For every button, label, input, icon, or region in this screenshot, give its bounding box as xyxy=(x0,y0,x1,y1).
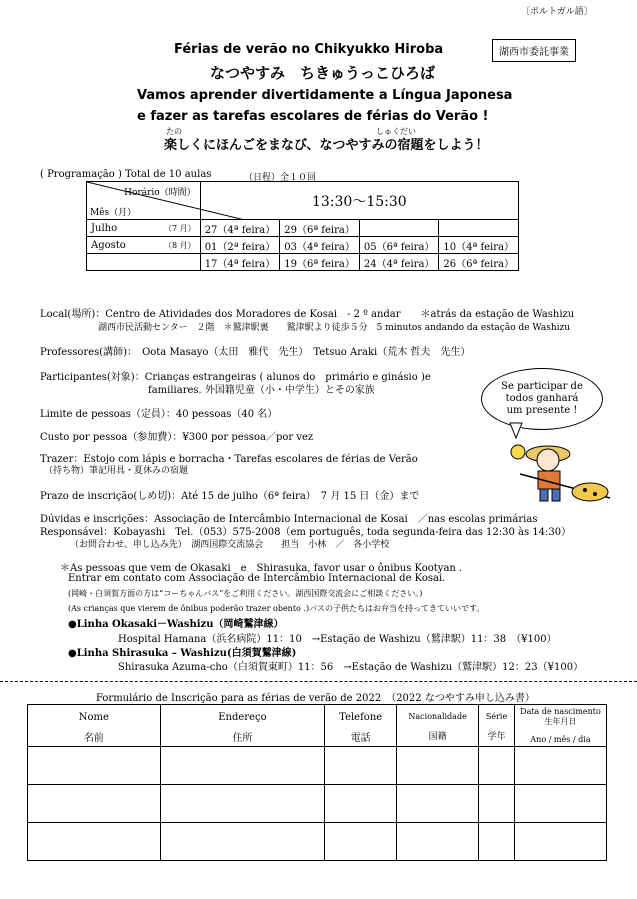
header-label-jp: 生年月日 xyxy=(544,717,577,726)
child-illustration-icon xyxy=(500,418,620,508)
birthdate-field[interactable] xyxy=(515,785,607,823)
language-tag: 〔ポルトガル語〕 xyxy=(521,7,593,17)
header-label: Série xyxy=(485,712,508,721)
bubble-line: todos ganhará xyxy=(505,393,579,404)
nationality-field[interactable] xyxy=(397,785,479,823)
schedule-row xyxy=(87,220,519,237)
subtitle-pt-2: e fazer as tarefas escolares de férias do Verão ! xyxy=(137,109,489,124)
schedule-corner-cell xyxy=(87,182,201,220)
header-nationality xyxy=(397,705,479,747)
bus-line-1: ＊As pessoas que vem de Okasaki e Shirasuka, favor usar o ônibus Kootyan . xyxy=(60,563,463,574)
date-cell: 26（6ª feira） xyxy=(439,254,519,271)
header-sublabel: Ano / mês / dia xyxy=(530,735,591,744)
bring-line-jp: （持ち物）筆記用具・夏休みの宿題 xyxy=(44,466,189,476)
header-name xyxy=(28,705,161,747)
local-line-jp: 湖西市民活動センター ２階 ＊鷲津駅裏 鷲津駅より徒歩５分 5 minutos andando da estação de Washizu xyxy=(98,323,571,333)
form-title: Formulário de Inscrição para as férias de verão de 2022 （2022 なつやすみ申し込み書） xyxy=(96,693,535,704)
date-cell: 10（4ª feira） xyxy=(439,237,519,254)
form-row xyxy=(28,785,607,823)
contact-line-jp: （お問合わせ、申し込み先） 湖西国際交流協会 担当 小林 ／ 各小学校 xyxy=(70,540,390,550)
address-field[interactable] xyxy=(160,785,325,823)
header-address xyxy=(160,705,325,747)
participants-line: Participantes(対象)：Crianças estrangeiras ( alunos do primário e ginásio )e xyxy=(40,372,431,383)
name-field[interactable] xyxy=(28,747,161,785)
bus-line-2: Entrar em contato com Associação de Intercâmbio Internacional de Kosai. xyxy=(68,573,446,584)
header-label: Nacionalidade xyxy=(408,712,467,721)
horario-label: Horário（時間） xyxy=(124,188,196,198)
birthdate-field[interactable] xyxy=(515,747,607,785)
schedule-row xyxy=(87,237,519,254)
date-cell: 27（4ª feira） xyxy=(200,220,280,237)
ruby-shukudai: しゅくだい xyxy=(376,127,416,136)
local-line: Local(場所)：Centro de Atividades dos Moradores de Kosai - 2 º andar ＊atrás da estação de Washizu xyxy=(40,309,575,320)
phone-field[interactable] xyxy=(325,823,397,861)
header-label-jp: 名前 xyxy=(83,733,104,744)
phone-field[interactable] xyxy=(325,785,397,823)
cut-line xyxy=(0,681,637,682)
header-label: Telefone xyxy=(339,712,383,723)
header-label-jp: 国籍 xyxy=(428,732,447,742)
header-label-jp: 住所 xyxy=(232,733,253,744)
form-row xyxy=(28,823,607,861)
date-cell: 24（4ª feira） xyxy=(359,254,439,271)
date-cell: 17（4ª feira） xyxy=(200,254,280,271)
month-name: Agosto xyxy=(91,239,126,251)
date-cell: 19（6ª feira） xyxy=(280,254,360,271)
date-cell xyxy=(359,220,439,237)
subtitle-jp: 楽しくにほんごをまなび、なつやすみの宿題をしよう！ xyxy=(164,138,489,153)
month-cell xyxy=(87,220,201,237)
phone-field[interactable] xyxy=(325,747,397,785)
date-cell: 29（6ª feira） xyxy=(280,220,360,237)
route-shirasuka: ●Linha Shirasuka – Washizu(白須賀鷲津線) xyxy=(68,648,297,659)
title-jp: なつやすみ ちきゅうっこひろば xyxy=(210,64,436,82)
header-phone xyxy=(325,705,397,747)
grade-field[interactable] xyxy=(479,747,515,785)
date-cell: 01（2ª feira） xyxy=(200,237,280,254)
header-label: Nome xyxy=(78,712,109,723)
header-label: Endereço xyxy=(218,712,267,723)
program-label-jp: （日程）全１０回 xyxy=(244,173,317,183)
header-grade xyxy=(479,705,515,747)
date-cell: 03（4ª feira） xyxy=(280,237,360,254)
address-field[interactable] xyxy=(160,823,325,861)
time-cell: 13:30～15:30 xyxy=(200,182,518,220)
month-jp: （8 月） xyxy=(164,240,196,250)
bubble-line: um presente ! xyxy=(506,405,578,416)
form-row xyxy=(28,747,607,785)
cost-line: Custo por pessoa（参加費）：¥300 por pessoa／por vez xyxy=(40,432,314,443)
bubble-line: Se participar de xyxy=(501,381,583,392)
grade-field[interactable] xyxy=(479,823,515,861)
route-okasaki-times: Hospital Hamana（浜名病院）11：10 →Estação de Washizu（鷲津駅）11：38 （¥100） xyxy=(118,634,557,645)
program-label: ( Programação ) Total de 10 aulas xyxy=(40,169,212,180)
route-okasaki: ●Linha Okasaki－Washizu（岡崎鷲津線） xyxy=(68,619,284,630)
header-label: Data de nascimento xyxy=(520,707,601,716)
commission-badge: 湖西市委託事業 xyxy=(492,39,576,62)
grade-field[interactable] xyxy=(479,785,515,823)
header-birthdate xyxy=(515,705,607,747)
contact-line: Dúvidas e inscrições：Associação de Intercâmbio Internacional de Kosai ／nas escolas primárias xyxy=(40,514,538,525)
header-label-jp: 電話 xyxy=(350,733,371,744)
deadline-line: Prazo de inscrição(しめ切)：Até 15 de julho（6ª feira） 7 月 15 日（金）まで xyxy=(40,491,420,502)
header-label-jp: 学年 xyxy=(487,732,506,742)
month-cell xyxy=(87,237,201,254)
name-field[interactable] xyxy=(28,785,161,823)
responsible-line: Responsável：Kobayashi Tel.（053）575-2008（em português, toda segunda-feira das 12:30 às 14:30） xyxy=(40,527,572,538)
date-cell xyxy=(439,220,519,237)
participants-line-2: familiares. 外国籍児童（小・中学生）とその家族 xyxy=(148,385,375,396)
schedule-table xyxy=(86,181,519,271)
route-shirasuka-times: Shirasuka Azuma-cho（白須賀東町）11：56 →Estação de Washizu（鷲津駅）12：23（¥100） xyxy=(118,662,584,673)
bus-line-3: (岡崎・白須賀方面の方は“コーちゃんバス”をご利用ください。湖西国際交流会にご相談ください。) xyxy=(68,589,423,598)
month-name: Julho xyxy=(91,222,118,234)
month-cell xyxy=(87,254,201,271)
month-jp: （7 月） xyxy=(164,223,196,233)
schedule-row xyxy=(87,254,519,271)
limit-line: Limite de pessoas（定員）：40 pessoas（40 名） xyxy=(40,409,278,420)
nationality-field[interactable] xyxy=(397,823,479,861)
name-field[interactable] xyxy=(28,823,161,861)
ruby-tano: たの xyxy=(166,127,182,136)
subtitle-pt-1: Vamos aprender divertidamente a Língua Japonesa xyxy=(137,88,513,103)
bring-line: Trazer：Estojo com lápis e borracha・Tarefas escolares de férias de Verão xyxy=(40,454,418,465)
registration-form xyxy=(27,704,607,861)
professors-line: Professores(講師)： Oota Masayo（太田 雅代 先生） Tetsuo Araki（荒木 哲夫 先生） xyxy=(40,347,471,358)
date-cell: 05（6ª feira） xyxy=(359,237,439,254)
nationality-field[interactable] xyxy=(397,747,479,785)
title-pt: Férias de verão no Chikyukko Hiroba xyxy=(174,42,444,57)
mes-label: Mês（月） xyxy=(90,208,137,218)
bus-line-4: (As crianças que vierem de ônibus poderão trazer obento .)バスの子供たちはお弁当を持ってきていいです。 xyxy=(68,604,485,613)
address-field[interactable] xyxy=(160,747,325,785)
birthdate-field[interactable] xyxy=(515,823,607,861)
